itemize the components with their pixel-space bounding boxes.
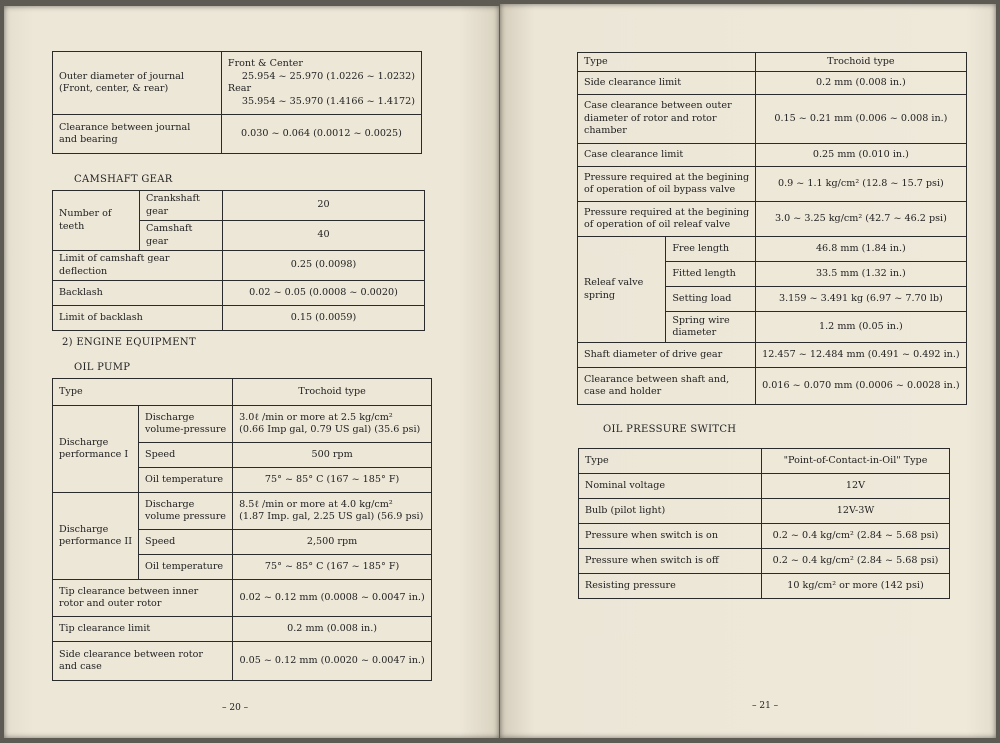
setting-load-label: Setting load bbox=[666, 287, 756, 312]
page-number: – 21 – bbox=[752, 701, 779, 711]
table-row bbox=[579, 524, 950, 549]
table-row bbox=[578, 95, 967, 144]
table-row bbox=[53, 191, 425, 221]
bulb-label: Bulb (pilot light) bbox=[579, 499, 762, 524]
oil-pump-heading: OIL PUMP bbox=[74, 362, 131, 373]
perf2-discharge-value: 8.5ℓ /min or more at 4.0 kg/cm² (1.87 Imp. gal, 2.25 US gal) (56.9 psi) bbox=[233, 493, 432, 530]
oil-pump-table bbox=[52, 378, 432, 681]
perf2-oil-label: Oil temperature bbox=[139, 555, 233, 580]
table-cell-value: 0.030 ~ 0.064 (0.0012 ~ 0.0025) bbox=[221, 115, 421, 154]
deflection-value: 0.25 (0.0098) bbox=[223, 251, 425, 281]
table-row bbox=[53, 306, 425, 331]
tip-limit-label: Tip clearance limit bbox=[53, 617, 233, 642]
fitted-length-value: 33.5 mm (1.32 in.) bbox=[756, 262, 966, 287]
shaft-clearance-label: Clearance between shaft and, case and holder bbox=[578, 368, 756, 405]
journal-table bbox=[52, 51, 422, 154]
table-cell-value: Front & Center 25.954 ~ 25.970 (1.0226 ~ 1.0232) Rear 35.954 ~ 35.970 (1.4166 ~ 1.4172) bbox=[221, 52, 421, 115]
tip-clearance-value: 0.02 ~ 0.12 mm (0.0008 ~ 0.0047 in.) bbox=[233, 580, 432, 617]
bulb-value: 12V-3W bbox=[762, 499, 950, 524]
side-clearance-value: 0.05 ~ 0.12 mm (0.0020 ~ 0.0047 in.) bbox=[233, 642, 432, 681]
table-row bbox=[53, 580, 432, 617]
table-row bbox=[579, 499, 950, 524]
type-value: Trochoid type bbox=[233, 379, 432, 406]
side-clearance-label: Side clearance between rotor and case bbox=[53, 642, 233, 681]
side-limit-value: 0.2 mm (0.008 in.) bbox=[756, 72, 966, 95]
oil-pressure-switch-table bbox=[578, 448, 950, 599]
table-row bbox=[578, 368, 967, 405]
free-length-label: Free length bbox=[666, 237, 756, 262]
right-page bbox=[500, 4, 996, 738]
case-clearance-label: Case clearance between outer diameter of rotor and rotor chamber bbox=[578, 95, 756, 144]
oil-pump-continued-table bbox=[577, 52, 967, 405]
bypass-value: 0.9 ~ 1.1 kg/cm² (12.8 ~ 15.7 psi) bbox=[756, 167, 966, 202]
oil-pressure-switch-heading: OIL PRESSURE SWITCH bbox=[603, 424, 737, 435]
pressure-on-label: Pressure when switch is on bbox=[579, 524, 762, 549]
teeth-label: Number of teeth bbox=[53, 191, 140, 251]
table-row bbox=[578, 202, 967, 237]
page-number: – 20 – bbox=[222, 703, 249, 713]
switch-type-label: Type bbox=[579, 449, 762, 474]
table-row bbox=[579, 549, 950, 574]
perf1-speed-value: 500 rpm bbox=[233, 443, 432, 468]
table-row bbox=[53, 251, 425, 281]
fitted-length-label: Fitted length bbox=[666, 262, 756, 287]
relief-label: Pressure required at the begining of operation of oil releaf valve bbox=[578, 202, 756, 237]
perf2-label: Discharge performance II bbox=[53, 493, 139, 580]
table-row bbox=[579, 449, 950, 474]
tip-clearance-label: Tip clearance between inner rotor and outer rotor bbox=[53, 580, 233, 617]
table-row bbox=[578, 343, 967, 368]
perf2-discharge-label: Discharge volume pressure bbox=[139, 493, 233, 530]
table-row bbox=[53, 642, 432, 681]
camshaft-gear-value: 40 bbox=[223, 221, 425, 251]
table-row bbox=[579, 574, 950, 599]
resisting-pressure-value: 10 kg/cm² or more (142 psi) bbox=[762, 574, 950, 599]
perf1-oil-label: Oil temperature bbox=[139, 468, 233, 493]
case-limit-label: Case clearance limit bbox=[578, 144, 756, 167]
relief-value: 3.0 ~ 3.25 kg/cm² (42.7 ~ 46.2 psi) bbox=[756, 202, 966, 237]
perf2-speed-value: 2,500 rpm bbox=[233, 530, 432, 555]
free-length-value: 46.8 mm (1.84 in.) bbox=[756, 237, 966, 262]
table-row bbox=[578, 53, 967, 72]
tip-limit-value: 0.2 mm (0.008 in.) bbox=[233, 617, 432, 642]
table-cell-label: Outer diameter of journal (Front, center, & rear) bbox=[53, 52, 222, 115]
side-limit-label: Side clearance limit bbox=[578, 72, 756, 95]
table-row bbox=[578, 167, 967, 202]
pressure-off-value: 0.2 ~ 0.4 kg/cm² (2.84 ~ 5.68 psi) bbox=[762, 549, 950, 574]
backlash-limit-value: 0.15 (0.0059) bbox=[223, 306, 425, 331]
wire-diameter-value: 1.2 mm (0.05 in.) bbox=[756, 312, 966, 343]
table-row bbox=[53, 617, 432, 642]
table-row bbox=[53, 493, 432, 530]
table-row bbox=[53, 281, 425, 306]
resisting-pressure-label: Resisting pressure bbox=[579, 574, 762, 599]
backlash-value: 0.02 ~ 0.05 (0.0008 ~ 0.0020) bbox=[223, 281, 425, 306]
setting-load-value: 3.159 ~ 3.491 kg (6.97 ~ 7.70 lb) bbox=[756, 287, 966, 312]
table-row bbox=[53, 52, 422, 115]
nominal-voltage-label: Nominal voltage bbox=[579, 474, 762, 499]
perf1-label: Discharge performance I bbox=[53, 406, 139, 493]
backlash-limit-label: Limit of backlash bbox=[53, 306, 223, 331]
table-row bbox=[579, 474, 950, 499]
perf2-oil-value: 75° ~ 85° C (167 ~ 185° F) bbox=[233, 555, 432, 580]
case-clearance-value: 0.15 ~ 0.21 mm (0.006 ~ 0.008 in.) bbox=[756, 95, 966, 144]
wire-diameter-label: Spring wire diameter bbox=[666, 312, 756, 343]
left-page bbox=[4, 6, 499, 738]
perf1-speed-label: Speed bbox=[139, 443, 233, 468]
pressure-on-value: 0.2 ~ 0.4 kg/cm² (2.84 ~ 5.68 psi) bbox=[762, 524, 950, 549]
table-row bbox=[578, 72, 967, 95]
shaft-diameter-value: 12.457 ~ 12.484 mm (0.491 ~ 0.492 in.) bbox=[756, 343, 966, 368]
engine-equipment-heading: 2) ENGINE EQUIPMENT bbox=[62, 337, 196, 348]
perf2-speed-label: Speed bbox=[139, 530, 233, 555]
switch-type-value: "Point-of-Contact-in-Oil" Type bbox=[762, 449, 950, 474]
perf1-oil-value: 75° ~ 85° C (167 ~ 185° F) bbox=[233, 468, 432, 493]
perf1-discharge-label: Discharge volume-pressure bbox=[139, 406, 233, 443]
backlash-label: Backlash bbox=[53, 281, 223, 306]
table-row bbox=[53, 115, 422, 154]
shaft-diameter-label: Shaft diameter of drive gear bbox=[578, 343, 756, 368]
table-row bbox=[578, 237, 967, 262]
perf1-discharge-value: 3.0ℓ /min or more at 2.5 kg/cm² (0.66 Imp gal, 0.79 US gal) (35.6 psi) bbox=[233, 406, 432, 443]
pressure-off-label: Pressure when switch is off bbox=[579, 549, 762, 574]
table-cell-label: Clearance between journal and bearing bbox=[53, 115, 222, 154]
type-value: Trochoid type bbox=[756, 53, 966, 72]
table-row bbox=[53, 379, 432, 406]
spring-label: Releaf valve spring bbox=[578, 237, 666, 343]
crankshaft-gear-label: Crankshaft gear bbox=[140, 191, 223, 221]
case-limit-value: 0.25 mm (0.010 in.) bbox=[756, 144, 966, 167]
table-row bbox=[53, 406, 432, 443]
deflection-label: Limit of camshaft gear deflection bbox=[53, 251, 223, 281]
shaft-clearance-value: 0.016 ~ 0.070 mm (0.0006 ~ 0.0028 in.) bbox=[756, 368, 966, 405]
type-label: Type bbox=[53, 379, 233, 406]
camshaft-gear-heading: CAMSHAFT GEAR bbox=[74, 174, 173, 185]
camshaft-gear-label: Camshaft gear bbox=[140, 221, 223, 251]
nominal-voltage-value: 12V bbox=[762, 474, 950, 499]
camshaft-gear-table bbox=[52, 190, 425, 331]
table-row bbox=[578, 144, 967, 167]
bypass-label: Pressure required at the begining of operation of oil bypass valve bbox=[578, 167, 756, 202]
type-label: Type bbox=[578, 53, 756, 72]
crankshaft-gear-value: 20 bbox=[223, 191, 425, 221]
